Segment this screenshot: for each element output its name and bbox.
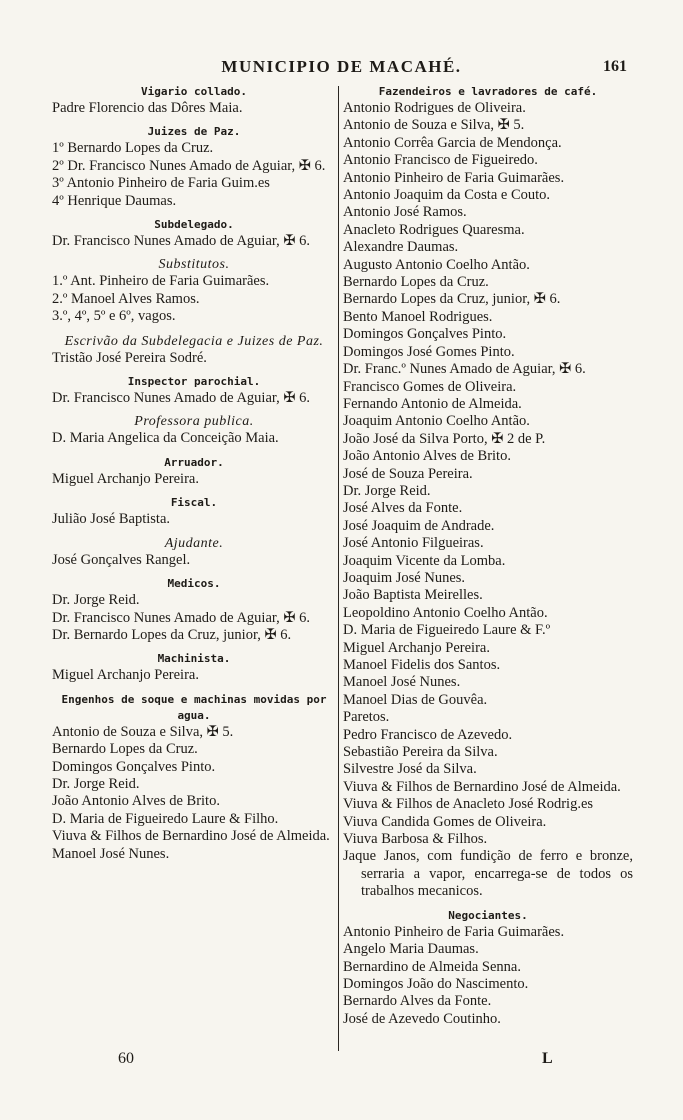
section-heading: Professora publica. (134, 414, 254, 430)
list-entry: D. Maria Angelica da Conceição Maia. (52, 430, 279, 447)
list-entry: Domingos Gonçalves Pinto. (52, 758, 216, 775)
section-heading: Fazendeiros e lavradores de café. (378, 85, 598, 98)
page-number: 161 (603, 58, 627, 75)
list-entry: Bernardino de Almeida Senna. (343, 958, 521, 975)
signature-mark: L (542, 1050, 553, 1067)
list-entry: 3.º, 4º, 5º e 6º, vagos. (52, 308, 176, 325)
list-entry: José Gonçalves Rangel. (52, 551, 191, 568)
right-column (343, 84, 633, 1028)
list-entry: Antonio Corrêa Garcia de Mendonça. (343, 134, 562, 151)
left-column (52, 84, 336, 863)
list-entry: Antonio de Souza e Silva, ✠ 5. (52, 723, 234, 740)
section-heading: Machinista. (157, 652, 231, 666)
list-entry: José Alves da Fonte. (343, 500, 463, 517)
list-entry: Dr. Francisco Nunes Amado de Aguiar, ✠ 6. (52, 233, 311, 250)
section-heading: Vigario collado. (141, 85, 247, 98)
list-entry: Dr. Jorge Reid. (343, 482, 431, 499)
list-entry: 1.º Ant. Pinheiro de Faria Guimarães. (52, 273, 270, 290)
list-entry: Dr. Franc.º Nunes Amado de Aguiar, ✠ 6. (343, 361, 586, 378)
list-entry: Angelo Maria Daumas. (343, 941, 479, 958)
list-entry: Pedro Francisco de Azevedo. (343, 726, 513, 743)
list-entry: João José da Silva Porto, ✠ 2 de P. (343, 430, 546, 447)
list-entry: Alexandre Daumas. (343, 239, 459, 256)
list-entry: Manoel José Nunes. (52, 845, 170, 862)
list-entry: Dr. Francisco Nunes Amado de Aguiar, ✠ 6. (52, 609, 311, 626)
section-heading: Substitutos. (158, 257, 230, 273)
list-entry: Sebastião Pereira da Silva. (343, 744, 498, 761)
section-heading: Subdelegado. (154, 218, 234, 232)
list-entry: Joaquim Vicente da Lomba. (343, 552, 506, 569)
section-heading: Fiscal. (170, 496, 218, 510)
list-entry: Viuva Barbosa & Filhos. (343, 831, 488, 848)
list-entry: Domingos João do Nascimento. (343, 975, 529, 992)
list-entry: D. Maria de Figueiredo Laure & F.º (343, 622, 551, 639)
section-heading: Inspector parochial. (127, 375, 261, 389)
list-entry: Joaquim José Nunes. (343, 569, 466, 586)
list-entry: Dr. Bernardo Lopes da Cruz, junior, ✠ 6. (52, 626, 292, 643)
list-entry: José de Souza Pereira. (343, 465, 473, 482)
list-entry: Antonio Pinheiro de Faria Guimarães. (343, 169, 565, 186)
list-entry: Viuva & Filhos de Bernardino José de Almeida. (343, 778, 621, 795)
list-entry: Antonio Rodrigues de Oliveira. (343, 100, 526, 116)
list-entry: Silvestre José da Silva. (343, 761, 477, 778)
list-entry: Miguel Archanjo Pereira. (52, 470, 199, 487)
sheet-number: 60 (118, 1050, 134, 1067)
list-entry: Domingos José Gomes Pinto. (343, 343, 515, 360)
list-entry: Miguel Archanjo Pereira. (52, 667, 199, 684)
list-entry: 1º Bernardo Lopes da Cruz. (52, 140, 214, 157)
page-title: MUNICIPIO DE MACAHÉ. (221, 57, 462, 76)
column-divider (338, 86, 339, 1051)
list-entry: Viuva & Filhos de Bernardino José de Almeida. (52, 828, 330, 845)
list-entry: Anacleto Rodrigues Quaresma. (343, 221, 525, 238)
list-entry: Viuva & Filhos de Anacleto José Rodrig.es (343, 796, 594, 813)
list-entry: Bernardo Lopes da Cruz. (52, 741, 198, 758)
list-entry: José Antonio Filgueiras. (343, 535, 484, 552)
section-heading: Ajudante. (164, 535, 224, 551)
list-entry: João Baptista Meirelles. (343, 587, 483, 604)
list-entry: 2º Dr. Francisco Nunes Amado de Aguiar, ✠ 6. (52, 157, 326, 174)
list-entry: Bernardo Alves da Fonte. (343, 993, 492, 1010)
list-entry: 3º Antonio Pinheiro de Faria Guim.es (52, 175, 270, 192)
list-entry: Tristão José Pereira Sodré. (52, 349, 207, 366)
section-heading: Escrivão da Subdelegacia e Juizes de Paz. (64, 333, 324, 349)
list-entry: Fernando Antonio de Almeida. (343, 395, 522, 412)
list-entry: Dr. Francisco Nunes Amado de Aguiar, ✠ 6. (52, 390, 311, 407)
list-entry: Manoel Dias de Gouvêa. (343, 691, 488, 708)
list-entry: José de Azevedo Coutinho. (343, 1010, 501, 1027)
section-heading: Arruador. (164, 455, 224, 469)
list-entry: Miguel Archanjo Pereira. (343, 639, 490, 656)
list-entry: Manoel Fidelis dos Santos. (343, 657, 501, 673)
list-entry: Joaquim Antonio Coelho Antão. (343, 413, 530, 430)
list-entry: Bernardo Lopes da Cruz, junior, ✠ 6. (343, 291, 561, 308)
list-entry: João Antonio Alves de Brito. (343, 448, 511, 465)
list-entry: Bento Manoel Rodrigues. (343, 308, 493, 325)
list-entry: Dr. Jorge Reid. (52, 592, 140, 609)
list-entry: José Joaquim de Andrade. (343, 517, 495, 534)
list-entry: João Antonio Alves de Brito. (52, 793, 220, 810)
list-entry: Antonio de Souza e Silva, ✠ 5. (343, 117, 525, 134)
section-heading: Engenhos de soque e machinas movidas por agua. (61, 692, 327, 722)
list-entry: Julião José Baptista. (52, 511, 171, 528)
list-entry: Bernardo Lopes da Cruz. (343, 274, 489, 291)
list-entry: Paretos. (343, 709, 390, 726)
list-entry: Viuva Candida Gomes de Oliveira. (343, 813, 547, 830)
list-entry: Antonio Joaquim da Costa e Couto. (343, 187, 551, 204)
list-entry: Jaque Janos, com fundição de ferro e bronze, serraria a vapor, encarrega-se de todos os trabalhos mecanicos. (343, 848, 633, 900)
list-entry: 4º Henrique Daumas. (52, 192, 177, 209)
section-heading: Juizes de Paz. (147, 125, 241, 139)
list-entry: Dr. Jorge Reid. (52, 775, 140, 792)
list-entry: Padre Florencio das Dôres Maia. (52, 100, 243, 116)
section-heading: Medicos. (167, 577, 221, 591)
list-entry: Leopoldino Antonio Coelho Antão. (343, 604, 548, 621)
list-entry: Francisco Gomes de Oliveira. (343, 378, 517, 395)
list-entry: Augusto Antonio Coelho Antão. (343, 256, 530, 273)
list-entry: D. Maria de Figueiredo Laure & Filho. (52, 810, 279, 827)
list-entry: Antonio Francisco de Figueiredo. (343, 152, 538, 169)
list-entry: 2.º Manoel Alves Ramos. (52, 290, 200, 307)
list-entry: Antonio José Ramos. (343, 204, 467, 221)
list-entry: Antonio Pinheiro de Faria Guimarães. (343, 923, 565, 940)
list-entry: Domingos Gonçalves Pinto. (343, 326, 507, 343)
section-heading: Negociantes. (448, 908, 528, 922)
list-entry: Manoel José Nunes. (343, 674, 461, 691)
